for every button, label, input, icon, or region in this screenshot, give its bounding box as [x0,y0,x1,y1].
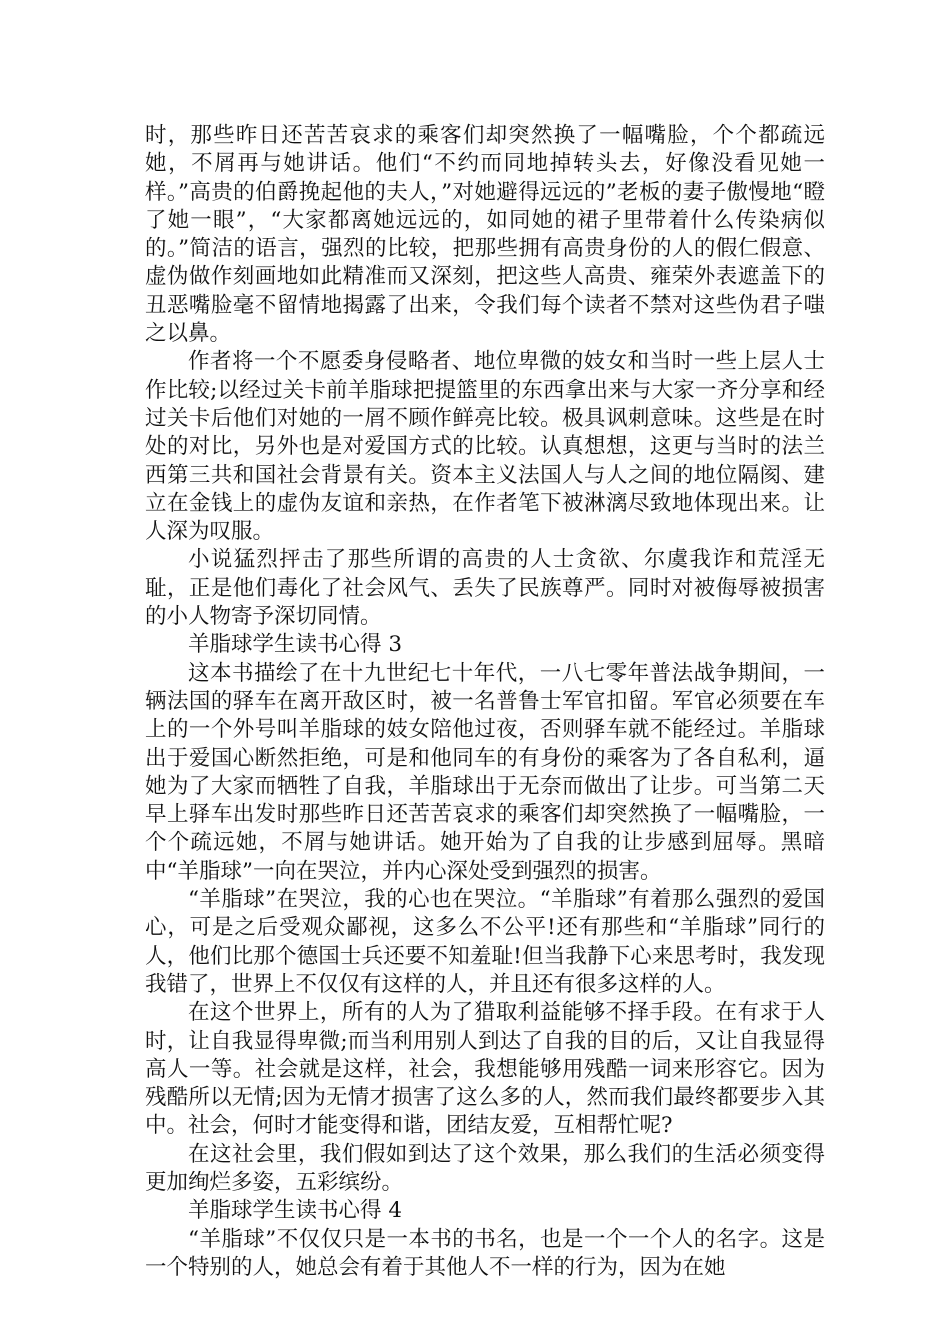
section-heading: 羊脂球学生读书心得 3 [188,632,403,658]
section-heading: 羊脂球学生读书心得 4 [188,1198,403,1224]
paragraph: “羊脂球”在哭泣，我的心也在哭泣。“羊脂球”有着那么强烈的爱国心，可是之后受观众鄙视，这多么不公平!还有那些和“羊脂球”同行的人，他们比那个德国士兵还要不知羞耻!但当我静下心来思考时，我发现我错了，世界上不仅仅有这样的人，并且还有很多这样的人。 [145,887,825,997]
paragraph: 作者将一个不愿委身侵略者、地位卑微的妓女和当时一些上层人士作比较;以经过关卡前羊脂球把提篮里的东西拿出来与大家一齐分享和经过关卡后他们对她的一屑不顾作鲜亮比较。极具讽刺意味。这些是在时处的对比，另外也是对爱国方式的比较。认真想想，这更与当时的法兰西第三共和国社会背景有关。资本主义法国人与人之间的地位隔阂、建立在金钱上的虚伪友谊和亲热，在作者笔下被淋漓尽致地体现出来。让人深为叹服。 [145,349,825,545]
paragraph: 这本书描绘了在十九世纪七十年代，一八七零年普法战争期间，一辆法国的驿车在离开敌区时，被一名普鲁士军官扣留。军官必须要在车上的一个外号叫羊脂球的妓女陪他过夜，否则驿车就不能经过。羊脂球出于爱国心断然拒绝，可是和他同车的有身份的乘客为了各自私利，逼她为了大家而牺牲了自我，羊脂球出于无奈而做出了让步。可当第二天早上驿车出发时那些昨日还苦苦哀求的乘客们却突然换了一幅嘴脸，一个个疏远她，不屑与她讲话。她开始为了自我的让步感到屈辱。黑暗中“羊脂球”一向在哭泣，并内心深处受到强烈的损害。 [145,660,825,884]
paragraph: “羊脂球”不仅仅只是一本书的书名，也是一个一个人的名字。这是一个特别的人，她总会有着于其他人不一样的行为，因为在她 [145,1226,825,1280]
document-body [145,122,825,1282]
paragraph: 在这社会里，我们假如到达了这个效果，那么我们的生活必须变得更加绚烂多姿，五彩缤纷。 [145,1141,825,1195]
paragraph: 小说猛烈抨击了那些所谓的高贵的人士贪欲、尔虞我诈和荒淫无耻，正是他们毒化了社会风气、丢失了民族尊严。同时对被侮辱被损害的小人物寄予深切同情。 [145,547,825,630]
paragraph: 时，那些昨日还苦苦哀求的乘客们却突然换了一幅嘴脸，个个都疏远她，不屑再与她讲话。他们“不约而同地掉转头去，好像没看见她一样。”高贵的伯爵挽起他的夫人，”对她避得远远的”老板的妻子傲慢地“瞪了她一眼”，“大家都离她远远的，如同她的裙子里带着什么传染病似的。”简洁的语言，强烈的比较，把那些拥有高贵身份的人的假仁假意、虚伪做作刻画地如此精准而又深刻，把这些人高贵、雍荣外表遮盖下的丑恶嘴脸毫不留情地揭露了出来，令我们每个读者不禁对这些伪君子嗤之以鼻。 [145,123,825,347]
paragraph: 在这个世界上，所有的人为了猎取利益能够不择手段。在有求于人时，让自我显得卑微;而当利用别人到达了自我的目的后，又让自我显得高人一等。社会就是这样，社会，我想能够用残酷一词来形容它。因为残酷所以无情;因为无情才损害了这么多的人，然而我们最终都要步入其中。社会，何时才能变得和谐，团结友爱，互相帮忙呢? [145,1000,825,1139]
